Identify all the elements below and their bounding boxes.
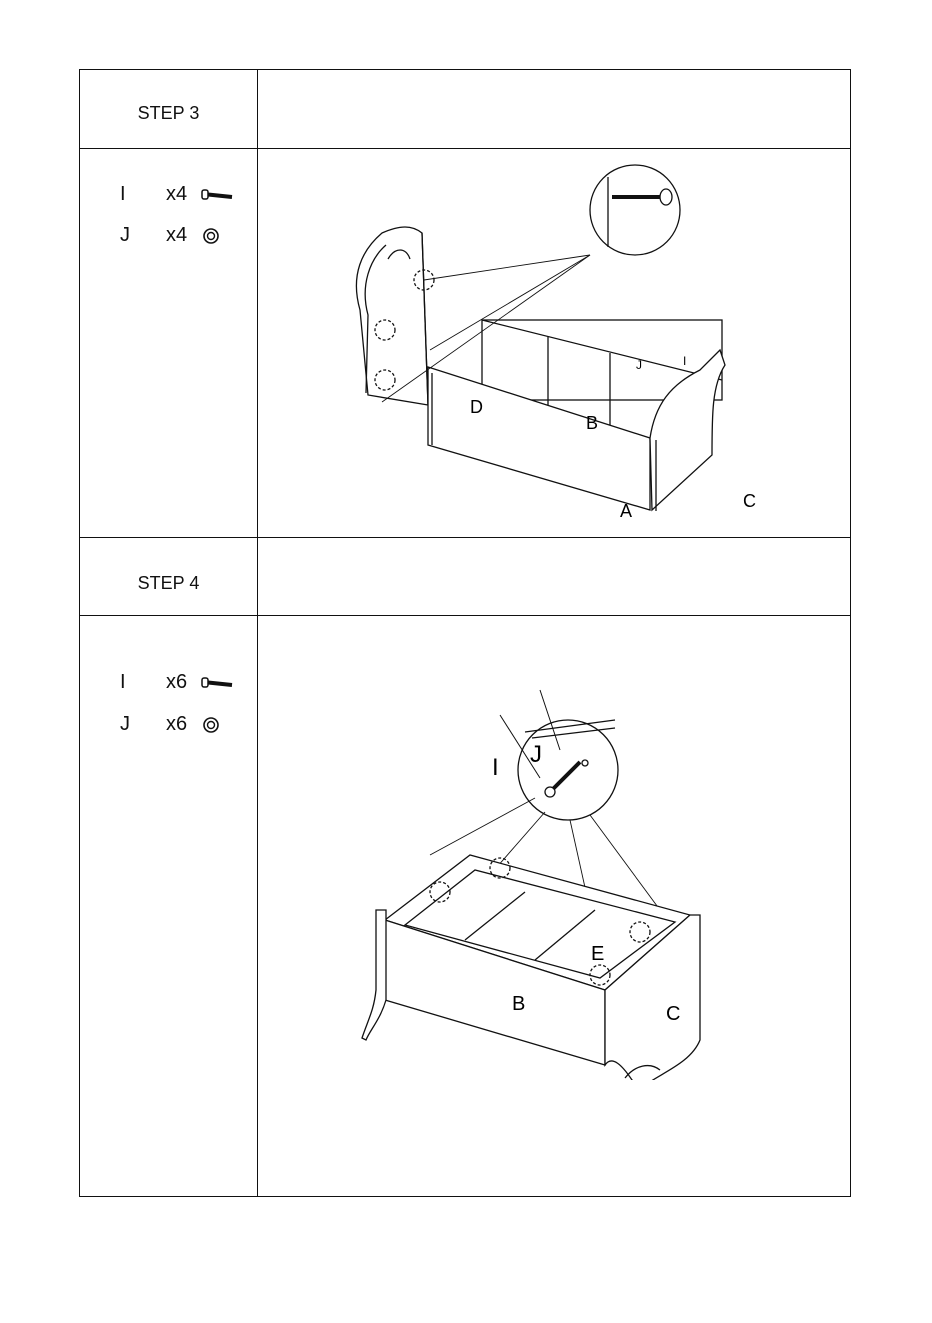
part-letter: J — [120, 224, 130, 246]
part-letter: I — [120, 183, 126, 205]
step-4-part-j — [80, 713, 257, 739]
part-quantity: x6 — [166, 671, 188, 693]
part-quantity: x4 — [166, 183, 188, 205]
step-3-part-j — [80, 224, 257, 250]
step-4-assembly-diagram — [360, 670, 740, 1080]
washer-icon — [200, 224, 234, 248]
label-panel-b: B — [586, 413, 599, 433]
label-panel-c: C — [666, 1003, 681, 1025]
row-divider — [80, 615, 850, 616]
label-panel-c: C — [743, 491, 756, 511]
label-panel-b: B — [512, 993, 526, 1015]
step-4-part-i — [80, 671, 257, 697]
row-divider — [80, 148, 850, 149]
step-3-assembly-diagram — [340, 155, 760, 520]
label-callout-j: J — [530, 741, 542, 768]
part-quantity: x4 — [166, 224, 188, 246]
label-panel-a: A — [620, 501, 633, 520]
part-letter: J — [120, 713, 130, 735]
label-callout-j: J — [636, 358, 642, 372]
washer-icon — [200, 713, 234, 737]
part-quantity: x6 — [166, 713, 188, 735]
step-4-title: STEP 4 — [137, 573, 200, 593]
bolt-icon — [200, 671, 234, 695]
label-callout-i: I — [683, 354, 687, 368]
step-3-part-i — [80, 183, 257, 209]
part-letter: I — [120, 671, 126, 693]
column-divider — [257, 70, 258, 1196]
step-3-title: STEP 3 — [137, 103, 200, 123]
instruction-sheet — [79, 69, 851, 1197]
label-panel-d: D — [470, 397, 483, 417]
label-panel-e: E — [591, 943, 605, 965]
label-callout-i: I — [492, 754, 499, 781]
row-divider — [80, 537, 850, 538]
bolt-icon — [200, 183, 234, 207]
